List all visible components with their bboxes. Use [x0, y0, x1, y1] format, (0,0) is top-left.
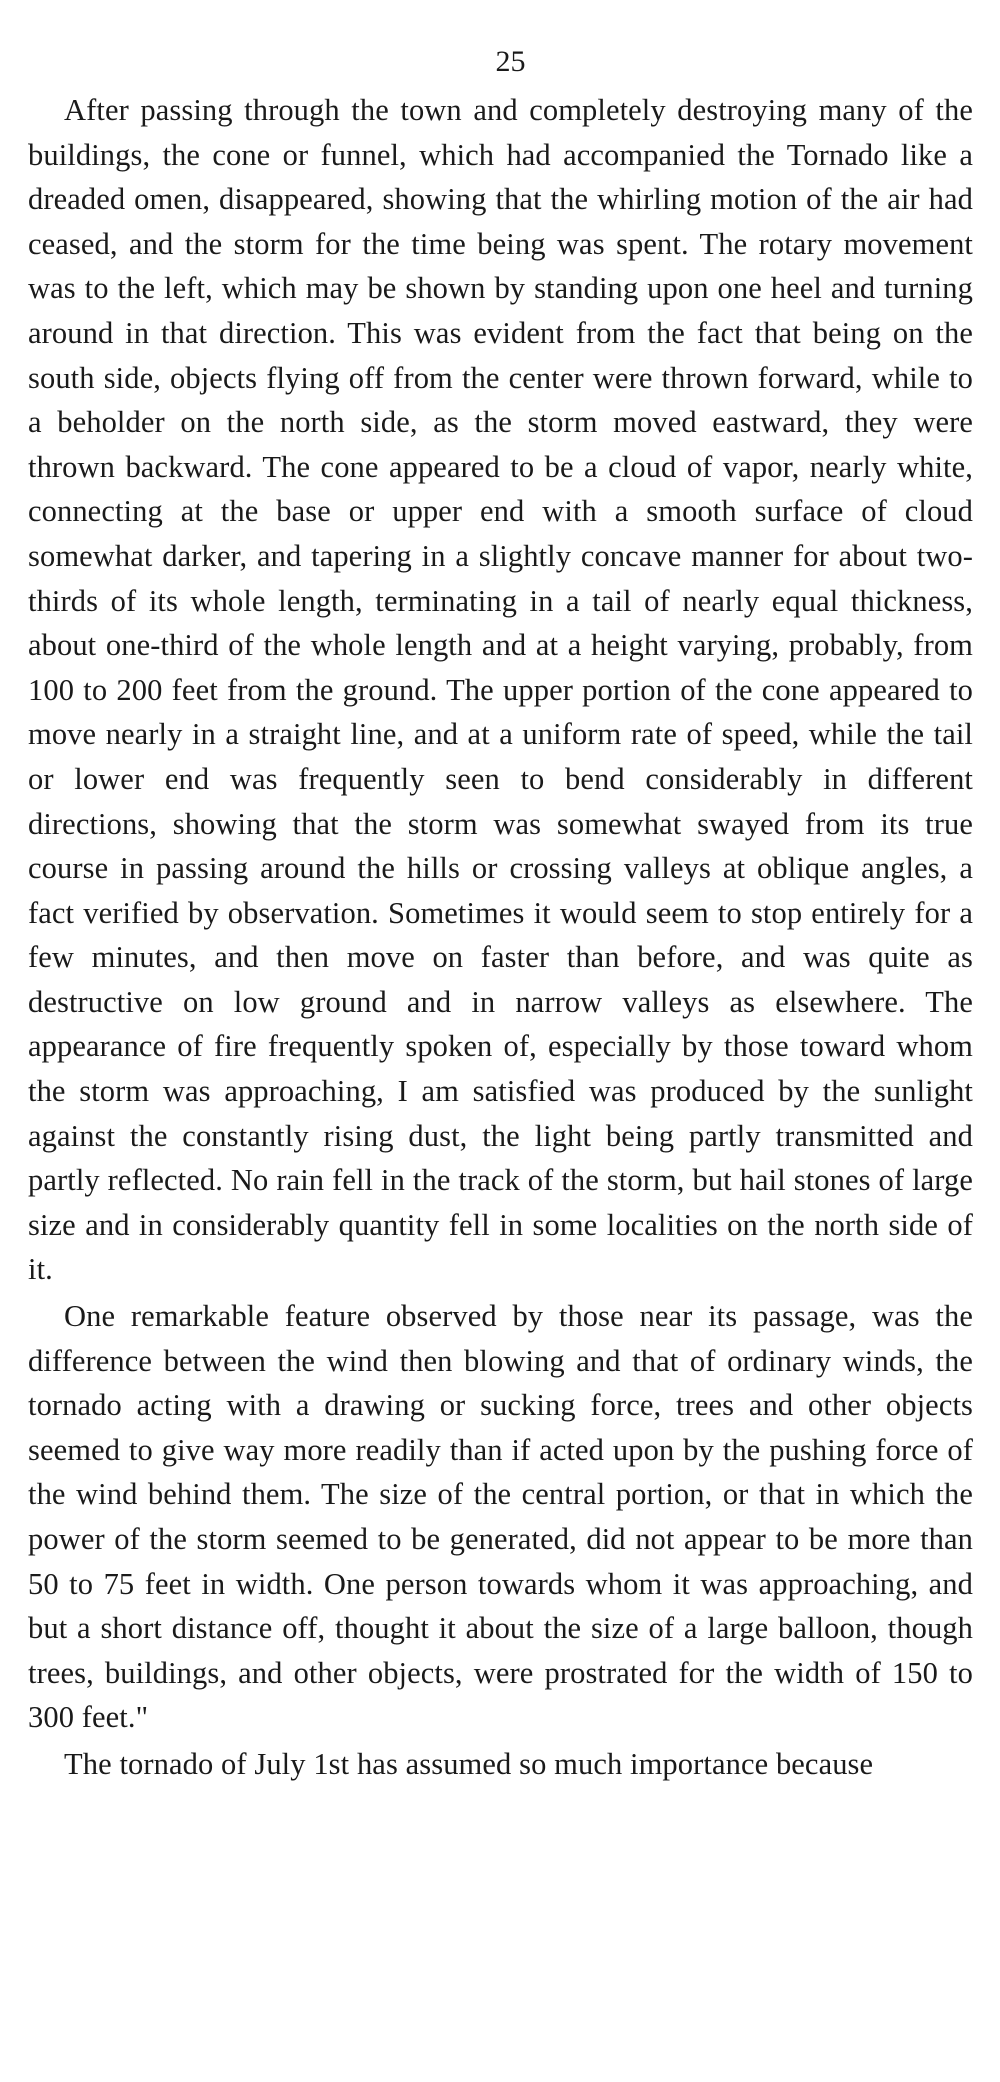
- paragraph-wind-force-observation: One remarkable feature observed by those near its passage, was the difference between the wind then blowing and that of ordinary winds, the tornado acting with a drawing or sucking force, trees and other objects seemed to give way more readily than if acted upon by the pushing force of the wind behind them. The size of the central portion, or that in which the power of the storm seemed to be generated, did not appear to be more than 50 to 75 feet in width. One person towards whom it was approaching, and but a short distance off, thought it about the size of a large balloon, though trees, buildings, and other objects, were prostrated for the width of 150 to 300 feet.": [28, 1299, 973, 1735]
- book-page: [28, 42, 973, 1787]
- paragraph-july-tornado-intro: The tornado of July 1st has assumed so much importance because: [64, 1746, 874, 1781]
- paragraph-tornado-cone-description: After passing through the town and completely destroying many of the buildings, the cone or funnel, which had accompanied the Tornado like a dreaded omen, disappeared, showing that the whirling motion of the air had ceased, and the storm for the time being was spent. The rotary movement was to the left, which may be shown by standing upon one heel and turning around in that direction. This was evident from the fact that being on the south side, objects flying off from the center were thrown forward, while to a beholder on the north side, as the storm moved eastward, they were thrown backward. The cone appeared to be a cloud of vapor, nearly white, connecting at the base or upper end with a smooth surface of cloud somewhat darker, and tapering in a slightly concave manner for about two-thirds of its whole length, terminating in a tail of nearly equal thickness, about one-third of the whole length and at a height varying, probably, from 100 to 200 feet from the ground. The upper portion of the cone appeared to move nearly in a straight line, and at a uniform rate of speed, while the tail or lower end was frequently seen to bend considerably in different directions, showing that the storm was somewhat swayed from its true course in passing around the hills or crossing valleys at oblique angles, a fact verified by observation. Sometimes it would seem to stop entirely for a few minutes, and then move on faster than before, and was quite as destructive on low ground and in narrow valleys as elsewhere. The appearance of fire frequently spoken of, especially by those toward whom the storm was approaching, I am satisfied was produced by the sunlight against the constantly rising dust, the light being partly transmitted and partly reflected. No rain fell in the track of the storm, but hail stones of large size and in considerably quantity fell in some localities on the north side of it.: [28, 93, 973, 1287]
- page-number: 25: [495, 45, 526, 78]
